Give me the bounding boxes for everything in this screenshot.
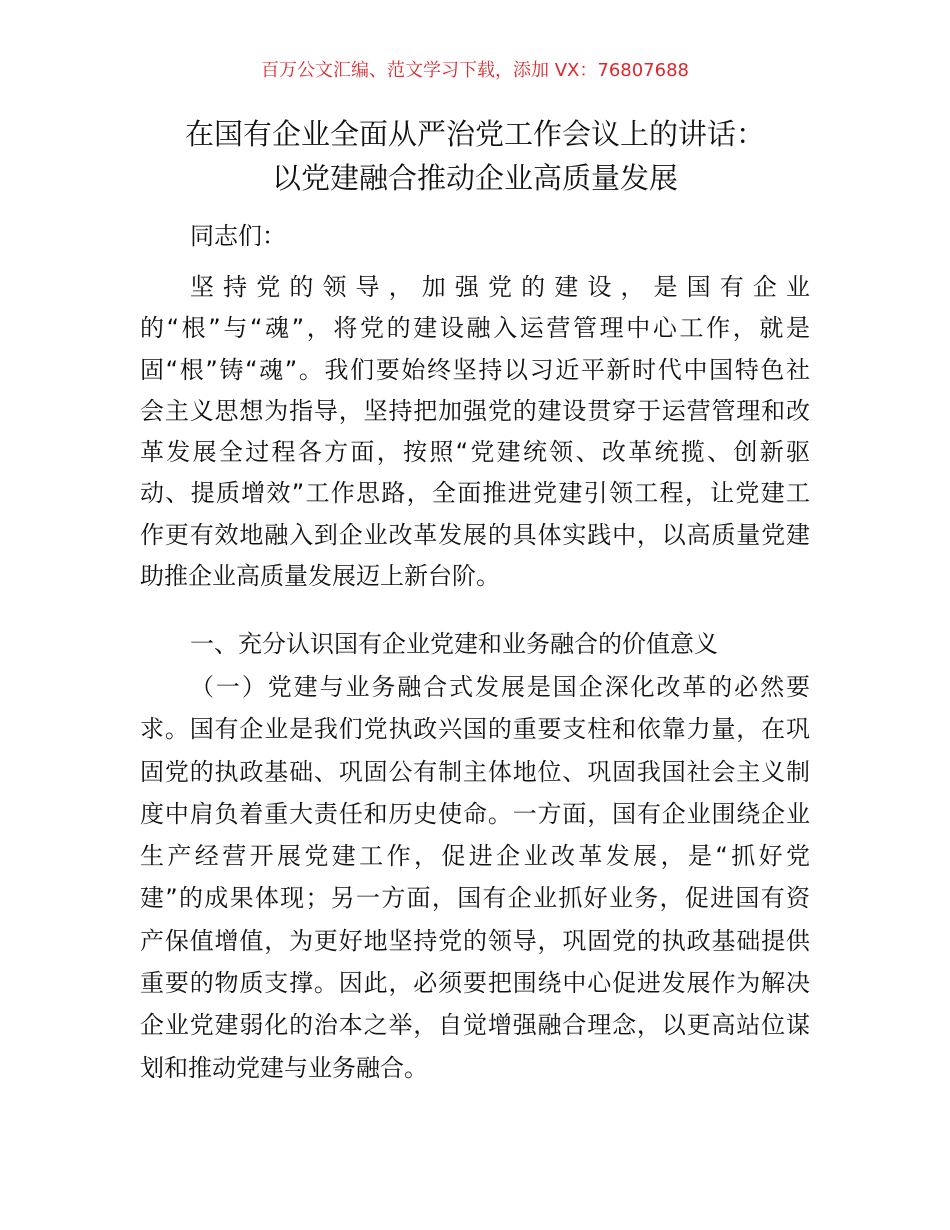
paragraph-line: 企业党建弱化的治本之举，自觉增强融合理念，以更高站位谋 [140,1011,810,1040]
title-line: 在国有企业全面从严治党工作会议上的讲话： [184,117,765,151]
paragraph-line: 动、提质增效”工作思路，全面推进党建引领工程，让党建工 [140,479,810,508]
paragraph-2 [140,666,810,1089]
paragraph-line: 助推企业高质量发展迈上新台阶。 [140,562,500,591]
title-line: 以党建融合推动企业高质量发展 [271,161,678,195]
paragraph-line: （一）党建与业务融合式发展是国企深化改革的必然要 [190,673,810,701]
paragraph-line: 固“根”铸“魂”。我们要始终坚持以习近平新时代中国特色社 [140,355,810,384]
paragraph-line: 产保值增值，为更好地坚持党的领导，巩固党的执政基础提供 [140,926,810,955]
paragraph-line: 度中肩负着重大责任和历史使命。一方面，国有企业围绕企业 [140,799,810,828]
section-heading [140,624,810,666]
paragraph-line: 重要的物质支撑。因此，必须要把围绕中心促进发展作为解决 [140,969,810,998]
paragraph-line: 革发展全过程各方面，按照“党建统领、改革统揽、创新驱 [140,438,810,467]
paragraph-line: 生产经营开展党建工作，促进企业改革发展，是“抓好党 [140,842,810,871]
salutation [140,216,810,258]
paragraph-line: 固党的执政基础、巩固公有制主体地位、巩固我国社会主义制 [140,757,810,786]
paragraph-1 [140,267,810,597]
paragraph-line: 划和推动党建与业务融合。 [140,1053,428,1082]
paragraph-line: 的“根”与“魂”，将党的建设融入运营管理中心工作，就是 [140,314,810,343]
watermark-header: 百万公文汇编、范文学习下载，添加 VX：76807688 [261,60,689,81]
paragraph-line: 会主义思想为指导，坚持把加强党的建设贯穿于运营管理和改 [140,396,810,425]
paragraph-line: 作更有效地融入到企业改革发展的具体实践中，以高质量党建 [140,520,810,549]
paragraph-line: 坚持党的领导，加强党的建设，是国有企业 [190,273,810,301]
salutation-text: 同志们： [190,222,286,250]
section-heading-text: 一、充分认识国有企业党建和业务融合的价值意义 [190,630,718,658]
document-title [0,112,950,200]
paragraph-line: 求。国有企业是我们党执政兴国的重要支柱和依靠力量，在巩 [140,715,810,744]
paragraph-line: 建”的成果体现；另一方面，国有企业抓好业务，促进国有资 [140,884,810,913]
